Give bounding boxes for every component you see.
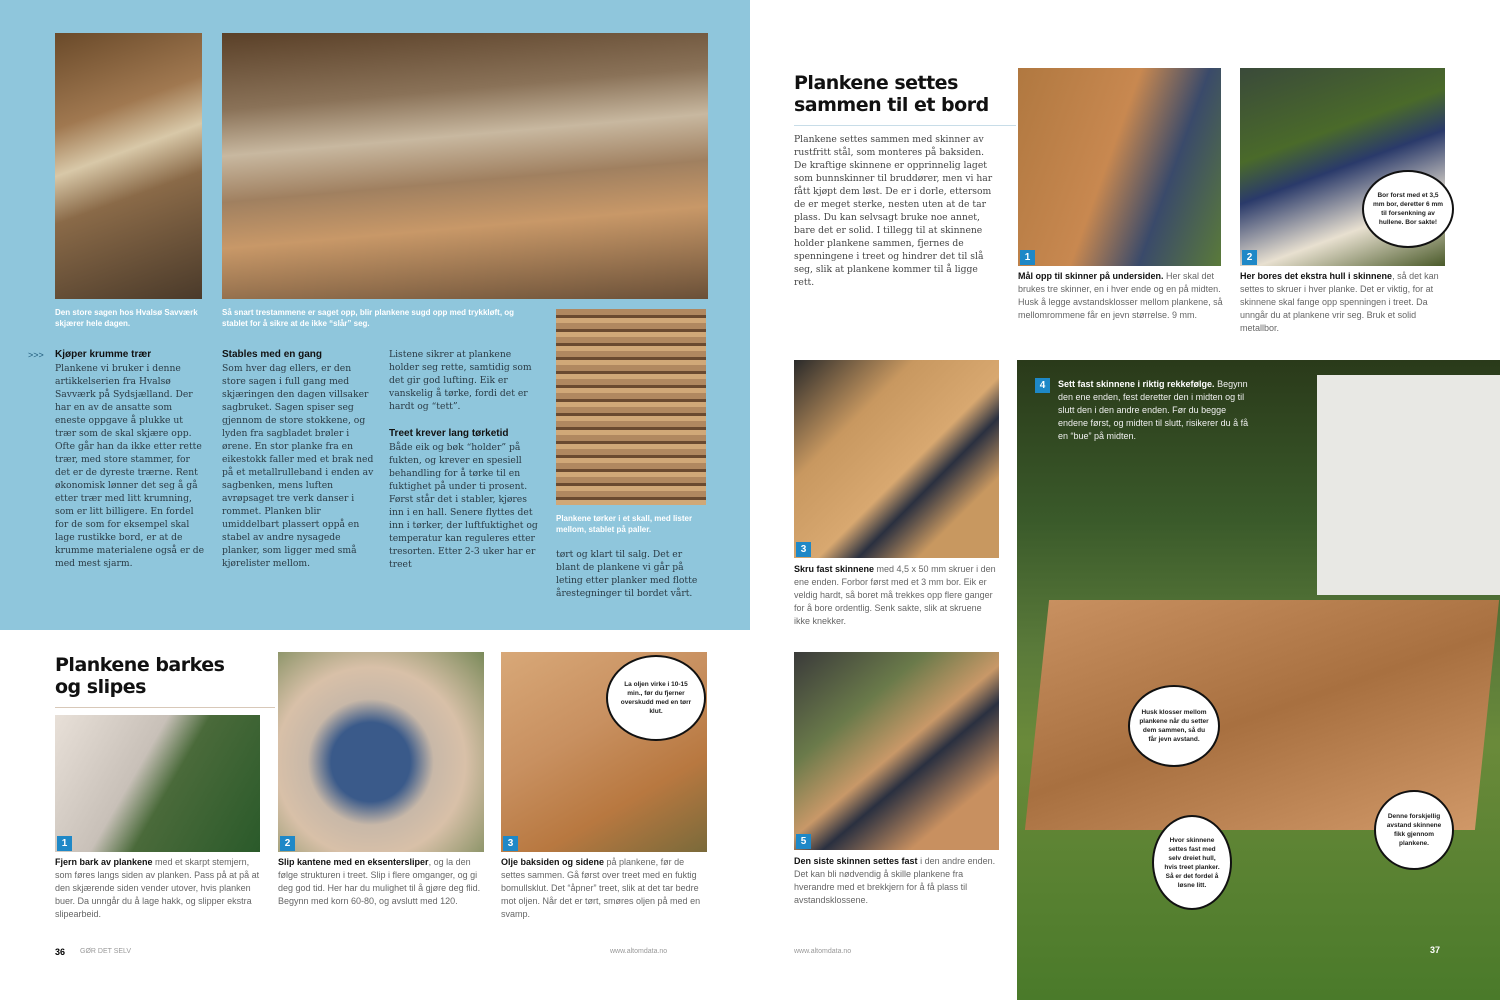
section-body: Listene sikrer at plankene holder seg rette, samtidig som det gir god lufting. Eik er vanskelig å tørke, fordi det er hardt og “tett”.: [389, 349, 532, 412]
step-body: Begynn den ene enden, fest deretter den i midten og til slutt den i den andre enden. Før du begge endene først, og midten til slutt, risikerer du å få en “bue” på midten.: [1058, 379, 1249, 441]
step-number: 2: [1242, 250, 1257, 265]
step-bold: Sett fast skinnene i riktig rekkefølge.: [1058, 379, 1215, 389]
section-kjoper: [55, 348, 205, 570]
tip-bubble: Bor forst med et 3,5 mm bor, deretter 6 mm til forsenkning av hullene. Bor sakte!: [1362, 170, 1454, 248]
step-body: Her skal det brukes tre skinner, en i hver ende og en på midten. Husk å legge avstandsklosser mellom plankene, så mellomrommene får en jevn størrelse. 9 mm.: [1018, 271, 1223, 320]
step2-photo: [278, 652, 484, 852]
step-bold: Den siste skinnen settes fast: [794, 856, 918, 866]
step-text: [501, 856, 707, 921]
step5-photo: [794, 652, 999, 850]
tip-bubble: La oljen virke i 10-15 min., før du fjerner overskudd med en tørr klut.: [606, 655, 706, 741]
step-body: , og la den følge strukturen i treet. Slip i flere omganger, og gi deg god tid. Her har du mulighet til å gjøre deg flid. Begynn med korn 60-80, og avslutt med 120.: [278, 857, 481, 906]
tip-bubble: Denne forskjellig avstand skinnene fikk gjennom plankene.: [1374, 790, 1454, 870]
step-number: 2: [280, 836, 295, 851]
step-body: med 4,5 x 50 mm skruer i den ene enden. Forbor først med et 3 mm bor. Eik er veldig hardt, så boret må trekkes opp flere ganger for å bore ordentlig. Senk sakte, slik at skruene ikke knekker.: [794, 564, 996, 626]
shed: [1317, 375, 1500, 595]
caption-sawmill: Den store sagen hos Hvalsø Savværk skjærer hele dagen.: [55, 308, 198, 328]
intro-text: Plankene settes sammen med skinner av rustfritt stål, som monteres på baksiden. De kraftige skinnene er opprinnelig laget som bunnskinner til bruddører, men vi har fått kjøpt dem løst. De er i dorle, ettersom de er meget sterke, nesten uten at de tar plass. Du kan selvsagt bruke noe annet, bare det er solid. I tillegg til at skinnene holder plankene sammen, fjernes de spenningene i treet og hindrer det til slå seg, slik at plankene kommer til å ligge rett.: [794, 134, 993, 288]
sawmill-photo: [55, 33, 202, 299]
section-stables: [222, 348, 374, 570]
step-number: 3: [796, 542, 811, 557]
continue-arrow-icon: >>>: [28, 350, 44, 360]
planks-lift-photo: [222, 33, 708, 299]
step-body: i den andre enden. Det kan bli nødvendig å skille plankene fra hverandre med et brekkjern for å få plass til avstandsklossene.: [794, 856, 996, 905]
divider: [794, 125, 1016, 126]
page-number: 37: [1430, 945, 1441, 955]
caption-lift: Så snart trestammene er saget opp, blir plankene sugd opp med trykkløft, og stablet for å sikre at de ikke “slår” seg.: [222, 308, 515, 328]
step-number: 1: [1020, 250, 1035, 265]
section-body: Som hver dag ellers, er den store sagen i full gang med skjæringen den dagen villsaker sagbruket. Sagen spiser seg gjennom de store stokkene, og lyden fra sagbladet brøler i ørene. En stor planke fra en eikestokk faller med et brak ned på et metallrulleband i enden av sagbenken, mens luften avrøpsaget tre verk danser i rommet. Planken blir umiddelbart plassert oppå en stabel av andre nysagede planker, som ligger med små kjørelister mellom.: [222, 363, 374, 569]
step-bold: Olje baksiden og sidene: [501, 857, 605, 867]
section2-title: Plankene barkes og slipes: [55, 654, 225, 698]
step-number: 1: [57, 836, 72, 851]
step-text: [794, 563, 999, 628]
step-bold: Mål opp til skinner på undersiden.: [1018, 271, 1164, 281]
step-number: 4: [1035, 378, 1050, 393]
step3-photo: [794, 360, 999, 558]
step-bold: Skru fast skinnene: [794, 564, 875, 574]
step-text: [1240, 270, 1445, 335]
step-body: , så det kan settes to skruer i hver planke. Det er viktig, for at skinnene skal fange opp spenningen i treet. Da unngår du at plankene vrir seg. Bruk et solid metallbor.: [1240, 271, 1439, 333]
step-text: [278, 856, 484, 908]
step-text: [794, 855, 999, 907]
section-heading: Treet krever lang tørketid: [389, 428, 509, 439]
step-body: på plankene, før de settes sammen. Gå først over treet med en fuktig bomullsklut. Det “åpner” treet, slik at det tar bedre mot oljen. Når det er tørt, smøres oljen på med en svamp.: [501, 857, 701, 919]
tip-bubble: Husk klosser mellom plankene når du setter dem sammen, så du får jevn avstand.: [1128, 685, 1220, 767]
step1-photo: [55, 715, 260, 852]
caption-stack: Plankene tørker i et skall, med lister mellom, stablet på paller.: [556, 514, 693, 534]
step-number: 5: [796, 834, 811, 849]
step1-photo: [1018, 68, 1221, 266]
page-number: 36: [55, 947, 66, 957]
divider: [55, 707, 275, 708]
step-number: 3: [503, 836, 518, 851]
step-text: [1018, 270, 1223, 322]
section-body: Plankene vi bruker i denne artikkelserien fra Hvalsø Savværk på Sydsjælland. Der har en av de ansatte som eneste oppgave å plukke ut trær som de skal skjære opp. Ofte går han da ikke etter rette trær, med store stammer, for det er de dyreste trærne. Rent økonomisk lønner det seg å gå etter trær med litt krumning, som er litt billigere. En fordel for de som for eksempel skal lage rustikke bord, er at de krumme materialene også er de med mest sjarm.: [55, 363, 205, 569]
section-body: Både eik og bøk “holder” på fukten, og krever en spesiell behandling for å tørke til en fuktighet på under ti prosent. Først står det i stabler, kjøres inn i en hall. Senere flyttes det inn i tørker, der luftfuktighet og temperatur kan reguleres etter tresorten. Etter 2-3 uker har er treet: [389, 442, 538, 570]
footer-url: www.altomdata.no: [794, 948, 852, 955]
section-body: tørt og klart til salg. Det er blant de plankene vi går på leting etter planker med flotte årestegninger til bordet vårt.: [556, 549, 698, 599]
step-text: [55, 856, 263, 921]
tip-bubble: Hvor skinnene settes fast med selv dreiet hull, hvis treet planker. Så er det fordel å løsne litt.: [1152, 815, 1232, 910]
table-assembly-photo: [1017, 360, 1500, 1000]
section-heading: Stables med en gang: [222, 349, 323, 360]
section-heading: Kjøper krumme trær: [55, 349, 152, 360]
section-lister: [389, 348, 541, 571]
step-text: [1058, 378, 1258, 443]
footer-url: www.altomdata.no: [610, 948, 668, 955]
step-body: med et skarpt stemjern, som føres langs siden av planken. Pass på at på at den skjærende siden vender utover, hvis planken buer. Da unngår du å lage hakk, og slipper ekstra slipearbeid.: [55, 857, 260, 919]
page-title: Plankene settes sammen til et bord: [794, 72, 989, 116]
step-bold: Slip kantene med en eksentersliper: [278, 857, 429, 867]
step-bold: Her bores det ekstra hull i skinnene: [1240, 271, 1393, 281]
footer-left: GØR DET SELV: [80, 948, 132, 955]
stacked-planks-photo: [556, 309, 706, 505]
step-bold: Fjern bark av plankene: [55, 857, 153, 867]
section-end: [556, 548, 708, 600]
